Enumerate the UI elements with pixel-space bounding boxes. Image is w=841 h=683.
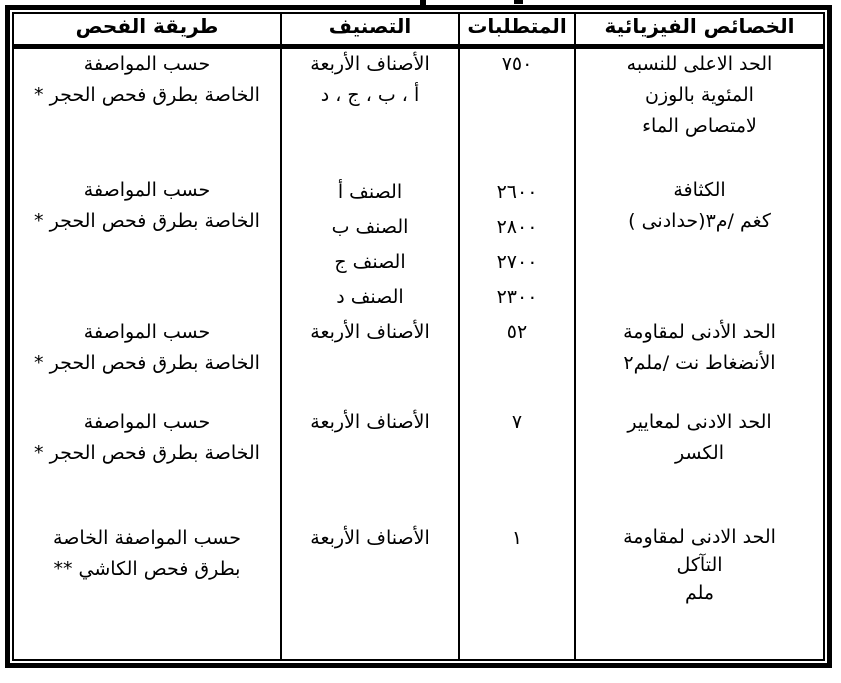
cell-line: الحد الادنى لمقاومة xyxy=(623,525,776,548)
cell-line: ٥٢ xyxy=(506,320,528,343)
cell-test-method xyxy=(14,523,281,660)
cell-line: ١ xyxy=(511,526,523,549)
cell-line: الصنف د xyxy=(336,285,404,308)
cropped-text-artifact xyxy=(514,0,523,4)
cell-classification xyxy=(281,175,459,317)
cell-line: الأصناف الأربعة xyxy=(310,526,430,549)
cell-line: الخاصة بطرق فحص الحجر * xyxy=(34,441,260,464)
cell-line: ٢٣٠٠ xyxy=(496,285,538,308)
cell-requirements xyxy=(459,317,575,407)
cell-classification xyxy=(281,523,459,660)
cell-line: الخاصة بطرق فحص الحجر * xyxy=(34,209,260,232)
cell-test-method xyxy=(14,317,281,407)
cell-physical xyxy=(575,47,823,175)
table-inner-frame xyxy=(12,12,825,661)
cell-physical xyxy=(575,523,823,660)
table-row-abrasion-resistance xyxy=(14,523,823,660)
cell-line: الصنف ب xyxy=(331,215,409,238)
cell-line: أ ، ب ، ج ، د xyxy=(320,84,420,106)
cell-line: الأنضغاط نت /ملم٢ xyxy=(623,351,776,374)
column-header-test-method: طريقة الفحص xyxy=(14,14,281,47)
cell-line: ٢٧٠٠ xyxy=(496,250,538,273)
cell-line: ملم xyxy=(684,581,715,604)
cell-requirements xyxy=(459,407,575,523)
cell-requirements xyxy=(459,523,575,660)
cell-line: الخاصة بطرق فحص الحجر * xyxy=(34,351,260,374)
cell-line: حسب المواصفة الخاصة xyxy=(53,526,241,549)
cell-line: الصنف أ xyxy=(337,180,403,203)
cell-line: الصنف ج xyxy=(334,250,406,273)
cell-line: الأصناف الأربعة xyxy=(310,53,430,75)
cell-line: لامتصاص الماء xyxy=(642,115,757,137)
cell-classification xyxy=(281,407,459,523)
column-header-physical-characteristics: الخصائص الفيزيائية xyxy=(575,14,823,47)
table-row-density xyxy=(14,175,823,317)
table-outer-frame xyxy=(5,5,832,668)
cell-line: حسب المواصفة xyxy=(83,178,211,201)
cell-test-method xyxy=(14,407,281,523)
physical-properties-table xyxy=(14,14,823,659)
table-row-fracture-criteria xyxy=(14,407,823,523)
cell-physical xyxy=(575,317,823,407)
cell-classification xyxy=(281,317,459,407)
cell-physical xyxy=(575,407,823,523)
cell-line: ٧٥٠ xyxy=(501,53,533,75)
cell-line: حسب المواصفة xyxy=(83,410,211,433)
cell-line: الأصناف الأربعة xyxy=(310,410,430,433)
cell-line: الحد الاعلى للنسبه xyxy=(626,53,773,75)
cell-line: الكسر xyxy=(675,441,724,464)
cell-line: بطرق فحص الكاشي ** xyxy=(53,557,241,580)
cell-line: الكثافة xyxy=(673,178,726,201)
header-row xyxy=(14,14,823,47)
cell-test-method xyxy=(14,175,281,317)
cell-requirements xyxy=(459,47,575,175)
cell-line: ٧ xyxy=(511,410,523,433)
cell-test-method xyxy=(14,47,281,175)
cell-line: التآكل xyxy=(676,553,723,576)
table-row-compressive-strength xyxy=(14,317,823,407)
cell-requirements xyxy=(459,175,575,317)
cell-line: المئوية بالوزن xyxy=(645,84,754,106)
cell-line: الخاصة بطرق فحص الحجر * xyxy=(34,84,260,106)
cell-line: ٢٦٠٠ xyxy=(496,180,538,203)
cell-line: ٢٨٠٠ xyxy=(496,215,538,238)
column-header-requirements: المتطلبات xyxy=(459,14,575,47)
table-row-water-absorption xyxy=(14,47,823,175)
cell-classification xyxy=(281,47,459,175)
cell-line: الحد الأدنى لمقاومة xyxy=(623,320,776,343)
cell-line: حسب المواصفة xyxy=(83,320,211,343)
column-header-classification: التصنيف xyxy=(281,14,459,47)
cell-line: الحد الادنى لمعايير xyxy=(627,410,772,433)
cell-physical xyxy=(575,175,823,317)
cell-line: كغم /م٣(حدادنى ) xyxy=(628,209,771,232)
cell-line: حسب المواصفة xyxy=(83,53,211,75)
cell-line: الأصناف الأربعة xyxy=(310,320,430,343)
